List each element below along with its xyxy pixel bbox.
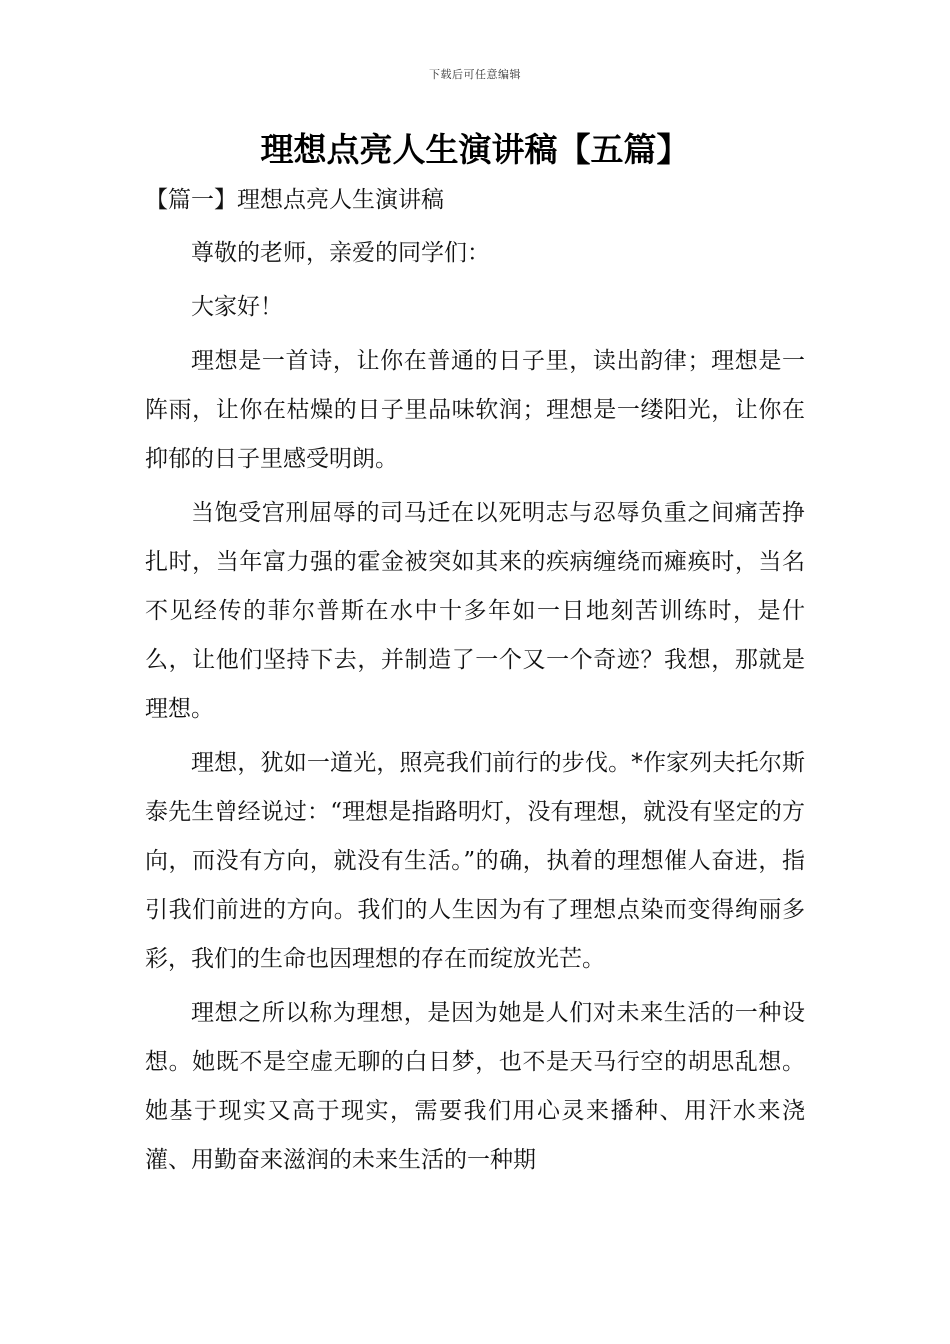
document-body <box>145 229 805 1190</box>
paragraph: 理想之所以称为理想，是因为她是人们对未来生活的一种设想。她既不是空虚无聊的白日梦，也不是天马行空的胡思乱想。她基于现实又高于现实，需要我们用心灵来播种、用汗水来浇灌、用勤奋来滋润的未来生活的一种期 <box>145 1000 805 1173</box>
header-note: 下载后可任意编辑 <box>429 68 521 81</box>
paragraph: 理想，犹如一道光，照亮我们前行的步伐。*作家列夫托尔斯泰先生曾经说过：“理想是指路明灯，没有理想，就没有坚定的方向，而没有方向，就没有生活。”的确，执着的理想催人奋进，指引我们前进的方向。我们的人生因为有了理想点染而变得绚丽多彩，我们的生命也因理想的存在而绽放光芒。 <box>145 750 805 972</box>
section-heading: 【篇一】理想点亮人生演讲稿 <box>145 187 444 213</box>
paragraph: 当饱受宫刑屈辱的司马迁在以死明志与忍辱负重之间痛苦挣扎时，当年富力强的霍金被突如其来的疾病缠绕而瘫痪时，当名不见经传的菲尔普斯在水中十多年如一日地刻苦训练时，是什么，让他们坚持下去，并制造了一个又一个奇迹？我想，那就是理想。 <box>145 500 805 722</box>
paragraph-salutation: 尊敬的老师，亲爱的同学们： <box>191 240 490 266</box>
document-title: 理想点亮人生演讲稿【五篇】 <box>260 130 690 169</box>
paragraph: 理想是一首诗，让你在普通的日子里，读出韵律；理想是一阵雨，让你在枯燥的日子里品味软润；理想是一缕阳光，让你在抑郁的日子里感受明朗。 <box>145 348 805 472</box>
paragraph-greeting: 大家好！ <box>191 294 283 320</box>
